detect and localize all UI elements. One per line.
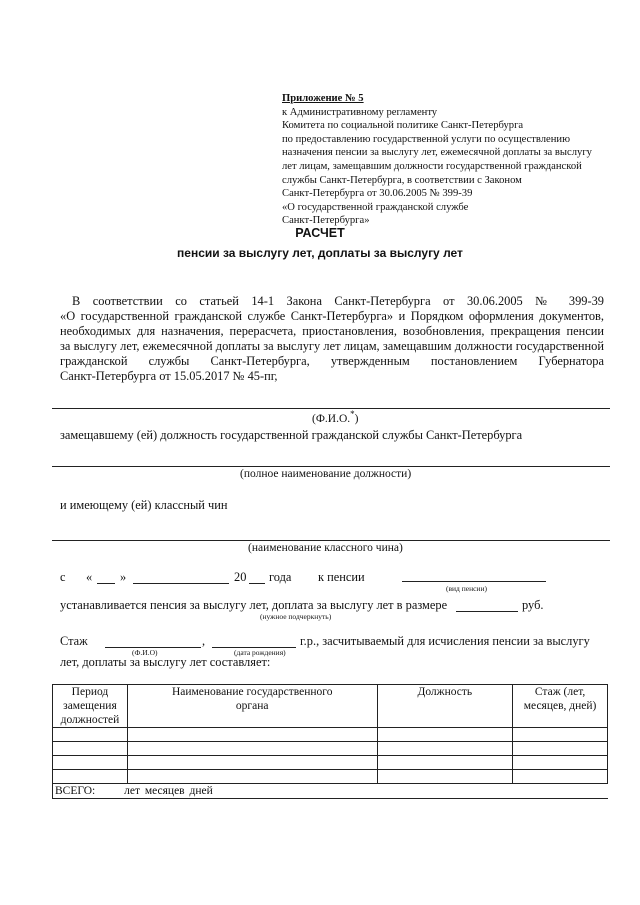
footnote-mark: * [350, 409, 355, 419]
table-cell[interactable] [513, 728, 608, 742]
table-row [53, 728, 608, 742]
appendix-line: Комитета по социальной политике Санкт-Петербурга [282, 120, 524, 132]
table-row [53, 770, 608, 784]
table-cell[interactable] [377, 742, 513, 756]
total-cell [53, 784, 608, 799]
rank-caption: (наименование классного чина) [248, 542, 403, 554]
document-title: РАСЧЕТ [295, 226, 345, 240]
birth-caption: (дата рождения) [234, 648, 286, 657]
rank-text: и имеющему (ей) классный чин [60, 498, 228, 512]
table-cell[interactable] [127, 728, 377, 742]
stazh-table [52, 684, 608, 799]
month-input-line[interactable] [133, 583, 229, 584]
table-total-row [53, 784, 608, 799]
table-cell[interactable] [53, 728, 128, 742]
intro-line: В соответствии со статьей 14-1 Закона Санкт-Петербурга от 30.06.2005 № 399-39 [72, 294, 604, 308]
total-units: лет месяцев дней [124, 785, 213, 797]
birth-suffix: г.р., засчитываемый для исчисления пенсии за выслугу [300, 634, 590, 648]
intro-line: гражданской службы Санкт-Петербурга, утвержденным постановлением Губернатора [60, 354, 604, 368]
appendix-line: Санкт-Петербурга от 30.06.2005 № 399-39 [282, 188, 473, 200]
appendix-block [282, 92, 612, 228]
pension-type-caption: (вид пенсии) [446, 584, 487, 593]
appendix-title: Приложение № 5 [282, 93, 364, 104]
stazh-end-text: лет, доплаты за выслугу лет составляет: [60, 655, 271, 669]
appendix-line: по предоставлению государственной услуги по осуществлению [282, 133, 570, 145]
column-header-position: Должность [377, 685, 513, 728]
underline-caption: (нужное подчеркнуть) [260, 612, 332, 621]
position-text: замещавшему (ей) должность государственной гражданской службы Санкт-Петербурга [60, 428, 523, 442]
appendix-line: к Административному регламенту [282, 106, 438, 118]
table-cell[interactable] [513, 742, 608, 756]
intro-line: Санкт-Петербурга от 15.05.2017 № 45-пг, [60, 369, 278, 383]
appendix-line: службы Санкт-Петербурга, в соответствии с Законом [282, 174, 522, 186]
table-cell[interactable] [127, 770, 377, 784]
intro-paragraph [60, 294, 604, 384]
stazh-label: Стаж [60, 634, 88, 648]
intro-line: «О государственной гражданской службе Санкт-Петербурга» и Порядком оформления документов, [60, 309, 604, 323]
year-suffix: года [269, 570, 292, 584]
document-subtitle: пенсии за выслугу лет, доплаты за выслугу лет [177, 246, 463, 260]
table-row [53, 742, 608, 756]
appendix-line: назначения пенсии за выслугу лет, ежемесячной доплаты за выслугу [282, 147, 592, 159]
amount-input-line[interactable] [456, 611, 518, 612]
fio-caption: (Ф.И.О.*) [312, 409, 359, 425]
day-input-line[interactable] [97, 583, 115, 584]
table-cell[interactable] [53, 742, 128, 756]
table-row [53, 756, 608, 770]
column-header-stazh: Стаж (лет, месяцев, дней) [513, 685, 608, 728]
table-cell[interactable] [377, 770, 513, 784]
quote-close: » [120, 570, 127, 584]
appendix-line: «О государственной гражданской службе [282, 201, 469, 213]
rank-input-line[interactable] [52, 540, 610, 541]
year-prefix: 20 [234, 570, 247, 584]
column-header-organ: Наименование государственного органа [127, 685, 377, 728]
position-input-line[interactable] [52, 466, 610, 467]
currency-label: руб. [522, 598, 544, 612]
table-cell[interactable] [127, 742, 377, 756]
table-cell[interactable] [513, 756, 608, 770]
table-cell[interactable] [53, 770, 128, 784]
date-prefix: с [60, 570, 66, 584]
table-cell[interactable] [513, 770, 608, 784]
table-cell[interactable] [127, 756, 377, 770]
intro-line: необходимых для назначения, перерасчета, приостановления, возобновления, прекращения пенсии [60, 324, 604, 338]
appendix-line: лет лицам, замещавшим должности государственной гражданской [282, 160, 582, 172]
table-cell[interactable] [377, 728, 513, 742]
position-caption: (полное наименование должности) [240, 468, 412, 480]
column-header-period: Период замещения должностей [53, 685, 128, 728]
intro-line: за выслугу лет, ежемесячной доплаты за выслугу лет лицам, замещавшим должности государственной [60, 339, 604, 353]
appendix-line: Санкт-Петербурга» [282, 215, 370, 227]
established-text: устанавливается пенсия за выслугу лет, доплата за выслугу лет в размере [60, 598, 448, 612]
table-cell[interactable] [53, 756, 128, 770]
table-cell[interactable] [377, 756, 513, 770]
stazh-fio-caption: (Ф.И.О) [132, 648, 158, 657]
table-header-row [53, 685, 608, 728]
total-label: ВСЕГО: [55, 785, 96, 797]
to-pension-text: к пенсии [318, 570, 365, 584]
comma: , [202, 634, 206, 648]
pension-type-input-line[interactable] [402, 581, 546, 582]
year-input-line[interactable] [249, 583, 265, 584]
quote-open: « [86, 570, 93, 584]
